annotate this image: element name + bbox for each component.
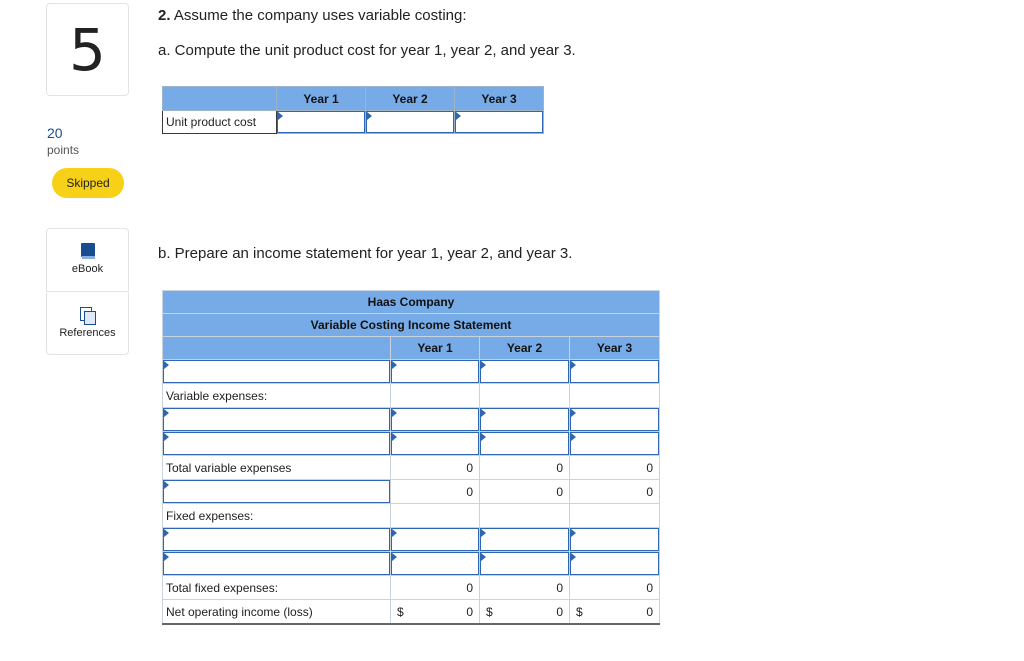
row1-label-input[interactable] xyxy=(163,360,390,383)
fix-exp2-year3-cell xyxy=(570,552,660,576)
empty-cell xyxy=(480,384,570,408)
unit-cost-table xyxy=(162,86,544,134)
fix-exp1-year3-input[interactable] xyxy=(570,528,659,551)
total-variable-year3: 0 xyxy=(570,456,660,480)
var-exp1-year2-cell xyxy=(480,408,570,432)
table-row xyxy=(163,576,660,600)
var-exp1-year3-input[interactable] xyxy=(570,408,659,431)
statement-header-year1: Year 1 xyxy=(391,337,480,360)
skipped-badge: Skipped xyxy=(52,168,124,198)
unit-cost-row-label: Unit product cost xyxy=(163,111,277,134)
fix-exp1-year1-cell xyxy=(391,528,480,552)
contribution-year3: 0 xyxy=(570,480,660,504)
var-exp2-year3-cell xyxy=(570,432,660,456)
var-exp1-year1-input[interactable] xyxy=(391,408,479,431)
var-exp2-label-cell xyxy=(163,432,391,456)
var-exp2-year2-input[interactable] xyxy=(480,432,569,455)
question-number: 5 xyxy=(46,3,129,96)
var-exp1-label-cell xyxy=(163,408,391,432)
row1-label-cell xyxy=(163,360,391,384)
unit-cost-cell-year1 xyxy=(277,111,366,134)
var-exp1-label-input[interactable] xyxy=(163,408,390,431)
fix-exp1-label-input[interactable] xyxy=(163,528,390,551)
statement-title: Variable Costing Income Statement xyxy=(163,314,660,337)
var-exp2-label-input[interactable] xyxy=(163,432,390,455)
var-exp1-year3-cell xyxy=(570,408,660,432)
unit-cost-cell-year2 xyxy=(366,111,455,134)
company-name: Haas Company xyxy=(163,291,660,314)
currency-symbol: $ xyxy=(486,604,493,619)
empty-cell xyxy=(391,504,480,528)
empty-cell xyxy=(480,504,570,528)
total-fixed-year3: 0 xyxy=(570,576,660,600)
net-income-year1 xyxy=(391,600,480,625)
fix-exp2-year2-input[interactable] xyxy=(480,552,569,575)
empty-cell xyxy=(570,384,660,408)
part-b-prompt: b. Prepare an income statement for year 1, year 2, and year 3. xyxy=(158,245,573,262)
var-exp2-year1-cell xyxy=(391,432,480,456)
net-income-year2 xyxy=(480,600,570,625)
total-variable-year2: 0 xyxy=(480,456,570,480)
contribution-year2: 0 xyxy=(480,480,570,504)
table-row xyxy=(163,408,660,432)
empty-cell xyxy=(391,384,480,408)
total-variable-year1: 0 xyxy=(391,456,480,480)
fix-exp1-year2-cell xyxy=(480,528,570,552)
row1-year2-cell xyxy=(480,360,570,384)
fix-exp1-label-cell xyxy=(163,528,391,552)
currency-symbol: $ xyxy=(576,604,583,619)
table-row xyxy=(163,600,660,625)
ebook-label: eBook xyxy=(71,263,104,275)
fix-exp1-year3-cell xyxy=(570,528,660,552)
currency-symbol: $ xyxy=(397,604,404,619)
table-row xyxy=(163,384,660,408)
income-statement-table xyxy=(162,290,660,625)
total-variable-label: Total variable expenses xyxy=(163,456,391,480)
unit-cost-input-year3[interactable] xyxy=(455,111,543,133)
total-fixed-year2: 0 xyxy=(480,576,570,600)
statement-header-year3: Year 3 xyxy=(570,337,660,360)
copy-pages-icon xyxy=(80,307,96,323)
references-button[interactable] xyxy=(46,293,129,355)
total-fixed-year1: 0 xyxy=(391,576,480,600)
unit-cost-input-year2[interactable] xyxy=(366,111,454,133)
question-title-text: Assume the company uses variable costing: xyxy=(173,7,467,24)
table-row xyxy=(163,432,660,456)
var-exp2-year3-input[interactable] xyxy=(570,432,659,455)
statement-header-year2: Year 2 xyxy=(480,337,570,360)
total-fixed-label: Total fixed expenses: xyxy=(163,576,391,600)
ebook-button[interactable] xyxy=(46,228,129,292)
fixed-expenses-label: Fixed expenses: xyxy=(163,504,391,528)
table-row xyxy=(163,480,660,504)
fix-exp2-label-cell xyxy=(163,552,391,576)
unit-cost-input-year1[interactable] xyxy=(277,111,365,133)
net-income-year1-value: 0 xyxy=(466,604,473,619)
references-label: References xyxy=(59,327,116,339)
points-value: 20 xyxy=(47,125,63,141)
fix-exp1-year2-input[interactable] xyxy=(480,528,569,551)
var-exp1-year2-input[interactable] xyxy=(480,408,569,431)
book-icon xyxy=(81,243,95,259)
fix-exp2-year1-cell xyxy=(391,552,480,576)
points-label: points xyxy=(47,143,80,157)
row1-year2-input[interactable] xyxy=(480,360,569,383)
contribution-year1: 0 xyxy=(391,480,480,504)
question-part-number: 2. xyxy=(158,7,171,24)
var-exp2-year2-cell xyxy=(480,432,570,456)
net-income-year2-value: 0 xyxy=(556,604,563,619)
contribution-label-input[interactable] xyxy=(163,480,390,503)
net-income-year3-value: 0 xyxy=(646,604,654,619)
empty-cell xyxy=(570,504,660,528)
fix-exp2-year2-cell xyxy=(480,552,570,576)
var-exp2-year1-input[interactable] xyxy=(391,432,479,455)
row1-year1-cell xyxy=(391,360,480,384)
unit-cost-header-year3: Year 3 xyxy=(455,87,544,111)
net-income-label: Net operating income (loss) xyxy=(163,600,391,625)
contribution-label-cell xyxy=(163,480,391,504)
unit-cost-header-year2: Year 2 xyxy=(366,87,455,111)
unit-cost-header-year1: Year 1 xyxy=(277,87,366,111)
var-exp1-year1-cell xyxy=(391,408,480,432)
fix-exp1-year1-input[interactable] xyxy=(391,528,479,551)
unit-cost-cell-year3 xyxy=(455,111,544,134)
table-row xyxy=(163,504,660,528)
row1-year3-input[interactable] xyxy=(570,360,659,383)
table-row xyxy=(163,360,660,384)
table-row xyxy=(163,456,660,480)
row1-year1-input[interactable] xyxy=(391,360,479,383)
fix-exp2-year1-input[interactable] xyxy=(391,552,479,575)
variable-expenses-label: Variable expenses: xyxy=(163,384,391,408)
fix-exp2-year3-input[interactable] xyxy=(570,552,659,575)
part-a-prompt: a. Compute the unit product cost for year 1, year 2, and year 3. xyxy=(158,42,576,59)
table-row xyxy=(163,528,660,552)
unit-cost-header-blank xyxy=(163,87,277,111)
table-row xyxy=(163,552,660,576)
question-title xyxy=(158,7,467,24)
net-income-year3 xyxy=(570,600,660,625)
statement-header-blank xyxy=(163,337,391,360)
fix-exp2-label-input[interactable] xyxy=(163,552,390,575)
row1-year3-cell xyxy=(570,360,660,384)
